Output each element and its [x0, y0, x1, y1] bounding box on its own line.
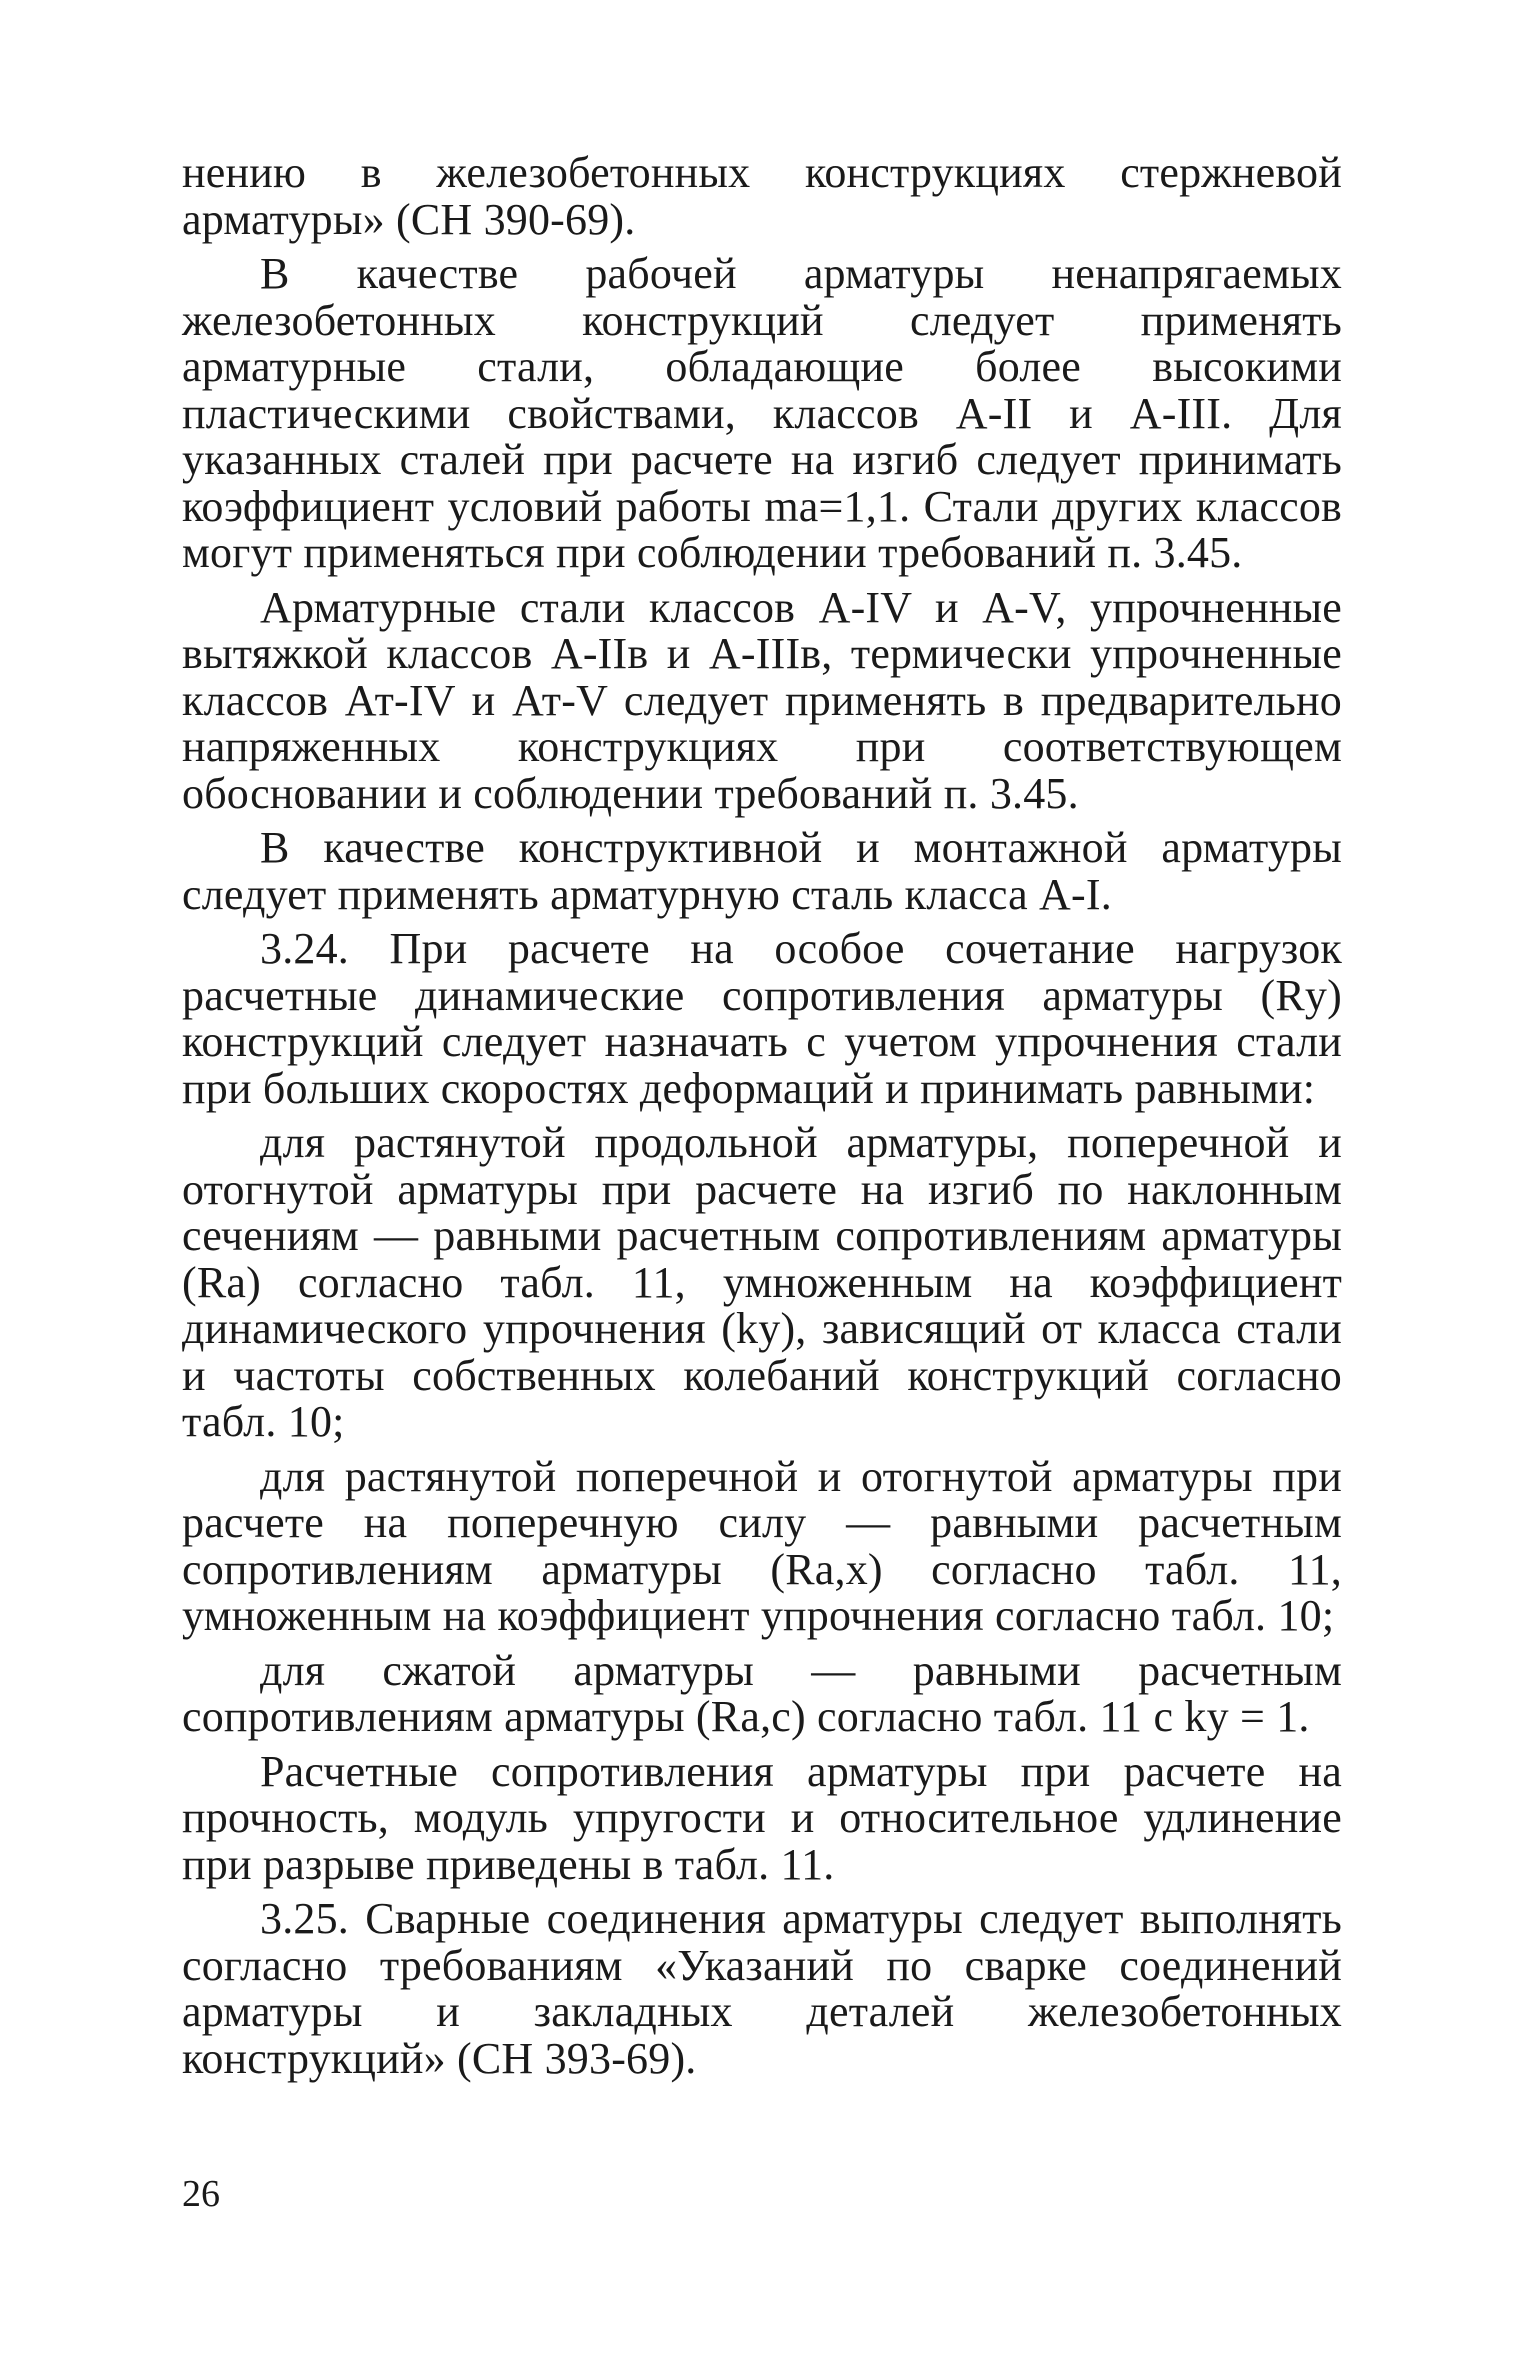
paragraph-section-3-24: 3.24. При расчете на особое сочетание нагрузок расчетные динамические сопротивления арматуры (Rу) конструкций следует назначать с учетом упрочнения стали при больших скоростях деформаций и принимать равными: — [182, 924, 1342, 1113]
page-body — [182, 150, 1342, 2090]
paragraph-section-3-25: 3.25. Сварные соединения арматуры следует выполнять согласно требованиям «Указаний по сварке соединений арматуры и закладных деталей железобетонных конструкций» (СН 393-69). — [182, 1894, 1342, 2083]
paragraph-tensile-longitudinal: для растянутой продольной арматуры, поперечной и отогнутой арматуры при расчете на изгиб по наклонным сечениям — равными расчетным сопротивлениям арматуры (Rа) согласно табл. 11, умноженным на коэффициент динамического упрочнения (kу), зависящий от класса стали и частоты собственных колебаний конструкций согласно табл. 10; — [182, 1118, 1342, 1446]
paragraph-tensile-transverse: для растянутой поперечной и отогнутой арматуры при расчете на поперечную силу — равными расчетным сопротивлениям арматуры (Rа,х) согласно табл. 11, умноженным на коэффициент упрочнения согласно табл. 10; — [182, 1451, 1342, 1640]
paragraph-prestressed-steels: Арматурные стали классов A-IV и A-V, упрочненные вытяжкой классов А-IIв и А-IIIв, термически упрочненные классов Ат-IV и Ат-V следует применять в предварительно напряженных конструкциях при соответствующем обосновании и соблюдении требований п. 3.45. — [182, 582, 1342, 818]
paragraph-mounting-reinforcement: В качестве конструктивной и монтажной арматуры следует применять арматурную сталь класса А-I. — [182, 823, 1342, 919]
page-number: 26 — [182, 2173, 220, 2215]
paragraph-compressed: для сжатой арматуры — равными расчетным сопротивлениям арматуры (Rа,с) согласно табл. 11 с kу = 1. — [182, 1645, 1342, 1741]
paragraph-continuation: нению в железобетонных конструкциях стержневой арматуры» (СН 390-69). — [182, 148, 1342, 244]
paragraph-design-resistances: Расчетные сопротивления арматуры при расчете на прочность, модуль упругости и относительное удлинение при разрыве приведены в табл. 11. — [182, 1746, 1342, 1889]
paragraph-working-reinforcement: В качестве рабочей арматуры ненапрягаемых железобетонных конструкций следует применять арматурные стали, обладающие более высокими пластическими свойствами, классов А-II и А-III. Для указанных сталей при расчете на изгиб следует принимать коэффициент условий работы mа=1,1. Стали других классов могут применяться при соблюдении требований п. 3.45. — [182, 249, 1342, 577]
